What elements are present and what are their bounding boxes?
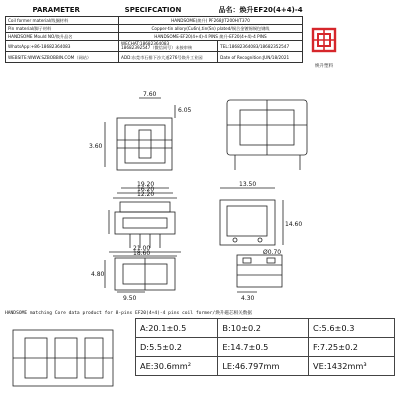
dim-width-2: 16.20 (137, 186, 155, 193)
dim-right-width: 13.50 (239, 181, 257, 188)
row-label: HANDSOME Mould NO/焕升品名 (6, 33, 119, 41)
row-value: HANDSOME(焕升) PF268J/T200H/T370 (119, 17, 303, 25)
param-d: D:5.5±0.2 (136, 338, 218, 357)
param-e: E:14.7±0.5 (218, 338, 309, 357)
recognition-date: Date of Recognition:JUN/18/2021 (218, 52, 303, 63)
address: ADD:东莞市石排下沙大道276号焕升工业园 (119, 52, 218, 63)
dim-top-height: 6.05 (178, 107, 192, 114)
dim-top-width: 7.60 (143, 91, 157, 98)
dim-lower-height: 4.80 (91, 271, 105, 278)
param-ve: VE:1432mm³ (309, 357, 395, 376)
row-label: Pin material/脚子材料 (6, 25, 119, 33)
wechat-alt: 18682392547（微信同号）未接审核 (121, 45, 193, 50)
handsome-logo (304, 27, 344, 63)
specification-heading: SPECIFCATION (124, 6, 182, 14)
dim-lower-offset: 9.50 (123, 295, 137, 302)
product-name: 品名：焕升EF20(4+4)-4 (218, 6, 303, 14)
params-row (136, 338, 395, 357)
param-b: B:10±0.2 (218, 319, 309, 338)
spec-sheet (5, 5, 395, 395)
right-view-drawing (220, 188, 283, 245)
dim-width-3: 12.20 (137, 191, 155, 198)
wechat-block (119, 41, 218, 52)
param-le: LE:46.797mm (218, 357, 309, 376)
row-label: Coil former material/线圈材料 (6, 17, 119, 25)
table-row (6, 17, 396, 25)
dim-side-height: 3.60 (89, 143, 103, 150)
dim-pin-diameter: Ø0.70 (263, 249, 282, 256)
param-c: C:5.6±0.3 (309, 319, 395, 338)
lower-view-drawing (105, 252, 181, 292)
dim-lower-width-2: 18.60 (133, 250, 151, 257)
lower-right-view-drawing (237, 255, 282, 292)
telephone: TEL:18682364083/18682352547 (218, 41, 303, 52)
dim-lower-right-width: 4.30 (241, 295, 255, 302)
dim-right-height: 14.60 (285, 221, 303, 228)
param-a: A:20.1±0.5 (136, 319, 218, 338)
core-data-caption: HANDSOME matching Core data product for 8-pins EF20(4+4)-4 pins coil former/焕升磁芯相关数据 (5, 311, 252, 316)
dim-lower-width-1: 21.00 (133, 245, 151, 252)
params-row (136, 319, 395, 338)
header-bar (5, 5, 395, 15)
params-row (136, 357, 395, 376)
parameter-heading: PARAMETER (32, 6, 80, 14)
row-value: Copper-tin allory(Cu6n),tin(Sn) plated/铜合金镀锡铜包钢线 (119, 25, 303, 33)
param-ae: AE:30.6mm² (136, 357, 218, 376)
wechat: WECHAT:18682364083 (121, 40, 170, 46)
3d-render (227, 100, 307, 170)
dim-width-1: 19.20 (137, 181, 155, 188)
param-f: F:7.25±0.2 (309, 338, 395, 357)
technical-drawing (5, 70, 395, 313)
whatsapp: WhatsApp:+86-18682364083 (6, 41, 119, 52)
top-view-drawing (105, 98, 175, 170)
row-value: HANDSOME-EF20(4+4)-4 PINS 焕升-EF20(4+4)-4 PINS (119, 33, 303, 41)
logo-caption: 焕升塑料 (315, 64, 333, 69)
core-params-table (135, 318, 395, 376)
website: WEBSITE:WWW.SZBOBBIN.COM（网站） (6, 52, 119, 63)
